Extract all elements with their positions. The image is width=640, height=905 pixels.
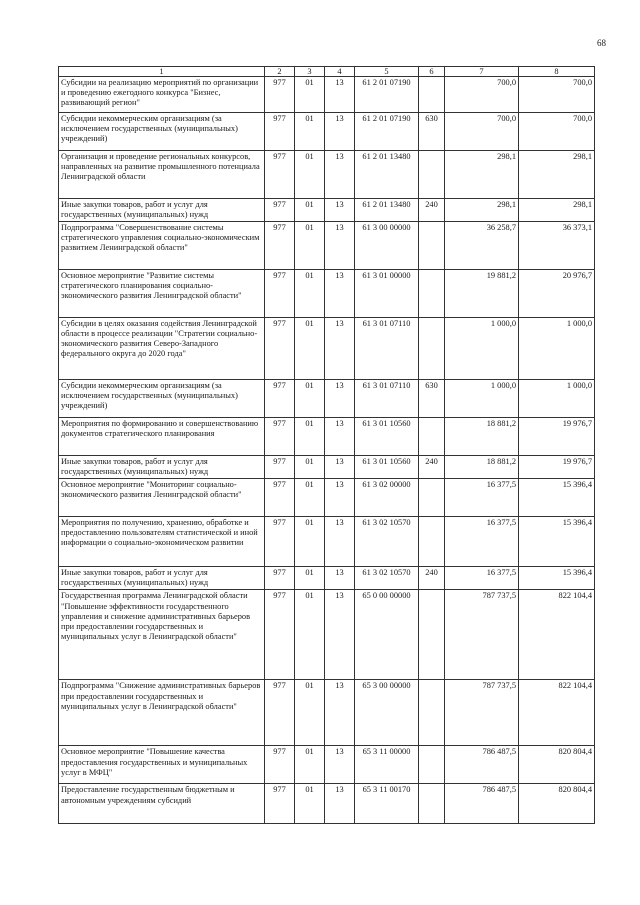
- cell-grbs: 977: [265, 680, 295, 746]
- cell-rz: 01: [295, 270, 325, 318]
- cell-name: Субсидии на реализацию мероприятий по организации и проведению ежегодного конкурса "Бизнес, развивающий регион": [59, 77, 265, 113]
- cell-grbs: 977: [265, 746, 295, 784]
- table-body: [59, 77, 595, 824]
- table-row: [59, 380, 595, 418]
- cell-rz: 01: [295, 380, 325, 418]
- table-row: [59, 746, 595, 784]
- column-header: 6: [419, 67, 445, 77]
- cell-grbs: 977: [265, 222, 295, 270]
- cell-name: Основное мероприятие "Мониторинг социально-экономического развития Ленинградской области": [59, 479, 265, 517]
- cell-pr: 13: [325, 784, 355, 824]
- cell-sum2: 700,0: [519, 77, 595, 113]
- cell-sum2: 19 976,7: [519, 456, 595, 479]
- cell-csr: 61 3 02 10570: [355, 567, 419, 590]
- table-row: [59, 479, 595, 517]
- cell-rz: 01: [295, 746, 325, 784]
- cell-vr: [419, 318, 445, 380]
- cell-sum2: 19 976,7: [519, 418, 595, 456]
- cell-grbs: 977: [265, 318, 295, 380]
- cell-sum1: 16 377,5: [445, 517, 519, 567]
- cell-sum2: 822 104,4: [519, 680, 595, 746]
- cell-sum1: 19 881,2: [445, 270, 519, 318]
- cell-vr: 240: [419, 456, 445, 479]
- cell-rz: 01: [295, 479, 325, 517]
- column-header: 5: [355, 67, 419, 77]
- cell-rz: 01: [295, 113, 325, 151]
- cell-name: Иные закупки товаров, работ и услуг для государственных (муниципальных) нужд: [59, 567, 265, 590]
- header-row: [59, 67, 595, 77]
- cell-csr: 61 3 01 10560: [355, 418, 419, 456]
- cell-name: Организация и проведение региональных конкурсов, направленных на развитие промышленного потенциала Ленинградской области: [59, 151, 265, 199]
- cell-sum2: 700,0: [519, 113, 595, 151]
- cell-sum1: 786 487,5: [445, 746, 519, 784]
- cell-rz: 01: [295, 222, 325, 270]
- cell-name: Государственная программа Ленинградской области "Повышение эффективности государственного управления и снижение административных барьеров при предоставлении государственных и муниципальных услуг в Ленинградской области": [59, 590, 265, 680]
- cell-csr: 65 3 00 00000: [355, 680, 419, 746]
- cell-vr: [419, 784, 445, 824]
- cell-csr: 65 3 11 00000: [355, 746, 419, 784]
- cell-vr: [419, 746, 445, 784]
- cell-grbs: 977: [265, 199, 295, 222]
- cell-vr: 630: [419, 380, 445, 418]
- cell-name: Предоставление государственным бюджетным и автономным учреждениям субсидий: [59, 784, 265, 824]
- cell-pr: 13: [325, 380, 355, 418]
- cell-pr: 13: [325, 680, 355, 746]
- cell-sum1: 1 000,0: [445, 318, 519, 380]
- cell-sum2: 1 000,0: [519, 380, 595, 418]
- cell-grbs: 977: [265, 380, 295, 418]
- cell-csr: 61 3 02 00000: [355, 479, 419, 517]
- cell-name: Основное мероприятие "Развитие системы стратегического планирования социально-экономического развития Ленинградской области": [59, 270, 265, 318]
- cell-sum2: 1 000,0: [519, 318, 595, 380]
- table-row: [59, 113, 595, 151]
- cell-vr: [419, 590, 445, 680]
- cell-sum2: 820 804,4: [519, 784, 595, 824]
- cell-sum1: 298,1: [445, 199, 519, 222]
- cell-rz: 01: [295, 418, 325, 456]
- cell-pr: 13: [325, 418, 355, 456]
- cell-grbs: 977: [265, 418, 295, 456]
- table-row: [59, 418, 595, 456]
- table-row: [59, 199, 595, 222]
- cell-sum1: 16 377,5: [445, 479, 519, 517]
- column-header: 3: [295, 67, 325, 77]
- cell-csr: 65 3 11 00170: [355, 784, 419, 824]
- cell-sum1: 700,0: [445, 113, 519, 151]
- cell-vr: [419, 270, 445, 318]
- cell-pr: 13: [325, 590, 355, 680]
- column-header: 2: [265, 67, 295, 77]
- table-row: [59, 77, 595, 113]
- cell-csr: 61 2 01 13480: [355, 199, 419, 222]
- cell-sum2: 15 396,4: [519, 567, 595, 590]
- table-row: [59, 318, 595, 380]
- cell-rz: 01: [295, 318, 325, 380]
- cell-sum2: 15 396,4: [519, 479, 595, 517]
- cell-sum1: 787 737,5: [445, 680, 519, 746]
- cell-sum1: 18 881,2: [445, 418, 519, 456]
- cell-sum2: 822 104,4: [519, 590, 595, 680]
- table-row: [59, 567, 595, 590]
- cell-rz: 01: [295, 567, 325, 590]
- cell-sum1: 786 487,5: [445, 784, 519, 824]
- cell-csr: 65 0 00 00000: [355, 590, 419, 680]
- cell-vr: [419, 479, 445, 517]
- column-header: 1: [59, 67, 265, 77]
- table-row: [59, 151, 595, 199]
- cell-rz: 01: [295, 680, 325, 746]
- cell-sum1: 16 377,5: [445, 567, 519, 590]
- cell-name: Субсидии некоммерческим организациям (за исключением государственных (муниципальных) учреждений): [59, 380, 265, 418]
- cell-rz: 01: [295, 77, 325, 113]
- table-row: [59, 590, 595, 680]
- cell-vr: [419, 151, 445, 199]
- cell-pr: 13: [325, 113, 355, 151]
- cell-csr: 61 3 01 10560: [355, 456, 419, 479]
- cell-pr: 13: [325, 567, 355, 590]
- column-header: 7: [445, 67, 519, 77]
- cell-pr: 13: [325, 270, 355, 318]
- cell-sum1: 298,1: [445, 151, 519, 199]
- cell-pr: 13: [325, 222, 355, 270]
- cell-sum2: 15 396,4: [519, 517, 595, 567]
- cell-rz: 01: [295, 199, 325, 222]
- table-row: [59, 517, 595, 567]
- cell-name: Иные закупки товаров, работ и услуг для государственных (муниципальных) нужд: [59, 199, 265, 222]
- cell-rz: 01: [295, 456, 325, 479]
- cell-csr: 61 3 01 00000: [355, 270, 419, 318]
- cell-rz: 01: [295, 590, 325, 680]
- cell-sum2: 298,1: [519, 199, 595, 222]
- cell-sum1: 18 881,2: [445, 456, 519, 479]
- cell-sum1: 787 737,5: [445, 590, 519, 680]
- cell-csr: 61 2 01 07190: [355, 77, 419, 113]
- column-header: 4: [325, 67, 355, 77]
- cell-name: Субсидии некоммерческим организациям (за исключением государственных (муниципальных) учреждений): [59, 113, 265, 151]
- cell-vr: [419, 517, 445, 567]
- cell-name: Подпрограмма "Совершенствование системы стратегического управления социально-экономическим развитием Ленинградской области": [59, 222, 265, 270]
- cell-grbs: 977: [265, 567, 295, 590]
- cell-pr: 13: [325, 318, 355, 380]
- cell-name: Основное мероприятие "Повышение качества предоставления государственных и муниципальных услуг в МФЦ": [59, 746, 265, 784]
- cell-sum2: 298,1: [519, 151, 595, 199]
- cell-grbs: 977: [265, 151, 295, 199]
- cell-csr: 61 3 01 07110: [355, 380, 419, 418]
- cell-sum2: 36 373,1: [519, 222, 595, 270]
- cell-vr: 630: [419, 113, 445, 151]
- cell-grbs: 977: [265, 784, 295, 824]
- budget-table: [58, 66, 595, 824]
- page-number: 68: [597, 38, 606, 48]
- cell-vr: [419, 418, 445, 456]
- cell-pr: 13: [325, 456, 355, 479]
- cell-sum2: 820 804,4: [519, 746, 595, 784]
- cell-pr: 13: [325, 77, 355, 113]
- table-row: [59, 680, 595, 746]
- cell-csr: 61 2 01 07190: [355, 113, 419, 151]
- cell-grbs: 977: [265, 456, 295, 479]
- table-row: [59, 784, 595, 824]
- cell-csr: 61 3 01 07110: [355, 318, 419, 380]
- cell-vr: [419, 680, 445, 746]
- cell-rz: 01: [295, 151, 325, 199]
- cell-sum1: 1 000,0: [445, 380, 519, 418]
- cell-sum1: 700,0: [445, 77, 519, 113]
- cell-name: Иные закупки товаров, работ и услуг для государственных (муниципальных) нужд: [59, 456, 265, 479]
- cell-vr: [419, 77, 445, 113]
- cell-pr: 13: [325, 746, 355, 784]
- cell-grbs: 977: [265, 270, 295, 318]
- column-header: 8: [519, 67, 595, 77]
- table-row: [59, 222, 595, 270]
- cell-pr: 13: [325, 199, 355, 222]
- cell-pr: 13: [325, 517, 355, 567]
- cell-name: Подпрограмма "Снижение административных барьеров при предоставлении государственных и муниципальных услуг в Ленинградской области": [59, 680, 265, 746]
- table-row: [59, 270, 595, 318]
- cell-vr: [419, 222, 445, 270]
- cell-vr: 240: [419, 567, 445, 590]
- cell-rz: 01: [295, 784, 325, 824]
- cell-grbs: 977: [265, 113, 295, 151]
- cell-name: Мероприятия по формированию и совершенствованию документов стратегического планирования: [59, 418, 265, 456]
- cell-vr: 240: [419, 199, 445, 222]
- table-row: [59, 456, 595, 479]
- cell-pr: 13: [325, 479, 355, 517]
- cell-csr: 61 3 02 10570: [355, 517, 419, 567]
- cell-grbs: 977: [265, 590, 295, 680]
- cell-grbs: 977: [265, 479, 295, 517]
- cell-pr: 13: [325, 151, 355, 199]
- cell-grbs: 977: [265, 517, 295, 567]
- cell-grbs: 977: [265, 77, 295, 113]
- cell-sum1: 36 258,7: [445, 222, 519, 270]
- cell-csr: 61 2 01 13480: [355, 151, 419, 199]
- cell-name: Мероприятия по получению, хранению, обработке и предоставлению пользователям статистической и иной информации о социально-экономическом развитии: [59, 517, 265, 567]
- cell-name: Субсидии в целях оказания содействия Ленинградской области в процессе реализации "Стратегии социально-экономического развития Северо-Западного федерального округа до 2020 года": [59, 318, 265, 380]
- cell-rz: 01: [295, 517, 325, 567]
- cell-csr: 61 3 00 00000: [355, 222, 419, 270]
- cell-sum2: 20 976,7: [519, 270, 595, 318]
